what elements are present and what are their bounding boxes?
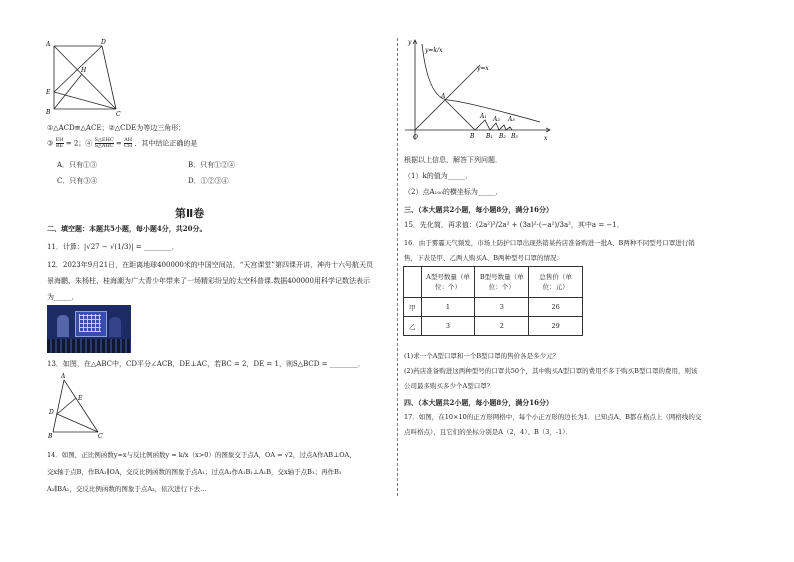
table-row bbox=[404, 317, 583, 336]
header-cell bbox=[475, 267, 529, 298]
label-b: B bbox=[470, 133, 475, 140]
part-2-title: 第Ⅱ卷 bbox=[175, 207, 205, 220]
label-d: D bbox=[49, 409, 54, 416]
cell-a-qty: 1 bbox=[421, 298, 475, 317]
question-15: 15．先化简，再求值：(2a²)³/2a² + (3a)²·(−a²)/3a²，其中a = −1． bbox=[404, 221, 624, 229]
cond-eq: = bbox=[115, 139, 122, 148]
purchase-table bbox=[403, 266, 583, 336]
frac-area bbox=[95, 138, 114, 149]
label-curve: y=k/x bbox=[425, 47, 443, 54]
label-h: H bbox=[81, 67, 87, 74]
space-lesson-photo bbox=[47, 305, 131, 353]
label-b: B bbox=[46, 109, 51, 116]
label-a3: A₃ bbox=[508, 116, 515, 123]
question-14-part-2: （2）点A₁₀₀的横坐标为_____． bbox=[404, 188, 503, 196]
question-11: 11．计算：|√27 − √(1/3)| = ________． bbox=[47, 243, 179, 251]
column-divider bbox=[397, 38, 398, 496]
question-14-line-3: A₂∥BA₁，交反比例函数的图象于点A₂，依次进行下去… bbox=[47, 485, 207, 493]
frac-den: BE bbox=[55, 143, 64, 149]
figure-quadrilateral bbox=[44, 40, 124, 120]
header-cell bbox=[529, 267, 583, 298]
label-b: B bbox=[48, 433, 53, 440]
header-cell bbox=[421, 267, 475, 298]
question-12-line-3: 为_____． bbox=[47, 293, 79, 301]
question-14-part-1: （1）k的值为_____． bbox=[404, 172, 473, 180]
conditions-line-2 bbox=[47, 138, 197, 149]
frac-den: S△AHC bbox=[94, 143, 114, 149]
frac-num: EH bbox=[55, 137, 64, 143]
edge-dc bbox=[102, 46, 116, 109]
header-cell bbox=[404, 267, 422, 298]
label-x-axis: x bbox=[544, 135, 548, 142]
figure-triangle bbox=[48, 374, 112, 440]
edge-ab bbox=[53, 380, 64, 432]
question-16-line-1: 16．由于雾霾天气频发，市场上防护口罩出现热销某药店准备购进一批A、B两种不同型号口罩进行销 bbox=[404, 239, 695, 247]
section-3-title: 三、（本大题共2小题，每小题8分，满分16分） bbox=[404, 205, 553, 214]
question-16-part-1: (1)求一个A型口罩和一个B型口罩的售价各是多少元？ bbox=[404, 352, 560, 360]
frac-eh-be bbox=[56, 138, 64, 149]
label-line: y=x bbox=[477, 65, 489, 72]
cell-b-qty: 3 bbox=[475, 298, 529, 317]
question-13: 13．如图，在△ABC中，CD平分∠ACB，DE⊥AC，若BC = 2，DE = 1，则S△BCD = ________． bbox=[47, 360, 365, 368]
cell-total: 26 bbox=[529, 298, 583, 317]
label-d: D bbox=[101, 39, 106, 46]
cell-a-qty: 3 bbox=[421, 317, 475, 336]
question-17-line-2: 点叫格点），且它们的坐标分别是A（2，4）、B（3，-1）． bbox=[404, 428, 572, 436]
label-a: A bbox=[61, 373, 66, 380]
frac-num: S△EHC bbox=[94, 137, 114, 143]
label-o: O bbox=[413, 134, 418, 141]
option-d: D．①②③④ bbox=[188, 177, 229, 185]
cond-post: ．其中结论正确的是 bbox=[134, 139, 198, 148]
option-c: C．只有③④ bbox=[57, 177, 98, 185]
question-12-line-1: 12．2023年9月21日，在距离地球400000米的中国空间站，“天宫课堂”第四课开讲，神舟十六号航天员 bbox=[47, 261, 373, 269]
label-b2: B₂ bbox=[499, 133, 506, 140]
line-y-eq-x bbox=[415, 65, 480, 130]
photo-person-right bbox=[109, 317, 121, 337]
photo-grid bbox=[79, 314, 101, 332]
edge-ac bbox=[54, 46, 116, 109]
segment-ab bbox=[445, 100, 475, 130]
cond-mid: = 2；④ bbox=[65, 139, 93, 148]
table-header-row bbox=[404, 267, 583, 298]
edge-ec bbox=[54, 92, 116, 109]
question-16-line-2: 售，下表是甲、乙两人购买A、B两种型号口罩的情况： bbox=[404, 254, 563, 262]
frac-ah-ch bbox=[124, 138, 132, 149]
intro-text: 根据以上信息，解答下列问题． bbox=[404, 156, 502, 164]
section-2-title: 二、填空题：本题共5小题，每小题4分，共20分。 bbox=[47, 224, 207, 233]
photo-person-left bbox=[57, 315, 69, 337]
edge-bh bbox=[54, 74, 82, 109]
label-a1: A₁ bbox=[480, 113, 487, 120]
cell-total: 29 bbox=[529, 317, 583, 336]
frac-den: CH bbox=[124, 143, 133, 149]
header-text: 总售价（单位：元） bbox=[539, 273, 572, 291]
conditions-line-1: ①△ACD≌△ACE；②△CDE为等边三角形； bbox=[47, 124, 186, 132]
frac-num: AH bbox=[124, 137, 133, 143]
table-row bbox=[404, 298, 583, 317]
cond-prefix: ③ bbox=[47, 139, 54, 148]
label-c: C bbox=[116, 111, 121, 118]
label-e: E bbox=[46, 89, 51, 96]
label-y-axis: y bbox=[408, 39, 412, 46]
option-b: B．只有①②④ bbox=[188, 161, 236, 169]
label-a: A bbox=[46, 41, 51, 48]
row-label: 乙 bbox=[404, 317, 422, 336]
question-12-line-2: 景海鹏、朱杨柱、桂海潮为广大青少年带来了一场精彩纷呈的太空科普课.数据400000用科学记数法表示 bbox=[47, 277, 370, 285]
header-text: A型号数量（单位：个） bbox=[426, 273, 470, 291]
row-label: 甲 bbox=[404, 298, 422, 317]
option-a: A．只有①③ bbox=[57, 161, 98, 169]
question-17-line-1: 17．如图，在10×10的正方形网格中，每个小正方形的边长为1．已知点A、B都在格点上（网格线的交 bbox=[404, 413, 702, 421]
question-14-line-2: 交x轴于点B，作BA₁∥OA，交反比例函数的图象于点A₁；过点A₁作A₁B₁⊥A₁B，交x轴于点B₁；再作B₁ bbox=[47, 468, 342, 476]
label-a: A bbox=[441, 93, 446, 100]
label-a2: A₂ bbox=[493, 116, 500, 123]
label-b1: B₁ bbox=[486, 133, 493, 140]
question-16-part-2-line-1: (2)药店准备购进这两种型号的口罩共50个，其中购买A型口罩的费用不多于购买B型口罩的费用，则该 bbox=[404, 367, 698, 375]
curve-hyperbola bbox=[422, 44, 540, 122]
label-e: E bbox=[78, 395, 83, 402]
label-b3: B₃ bbox=[511, 133, 518, 140]
section-4-title: 四、（本大题共2小题，每小题8分，满分16分） bbox=[404, 398, 553, 407]
photo-audience bbox=[47, 339, 131, 353]
label-c: C bbox=[98, 433, 103, 440]
header-text: B型号数量（单位：个） bbox=[479, 273, 524, 291]
cell-b-qty: 2 bbox=[475, 317, 529, 336]
figure-function-graph bbox=[400, 36, 560, 146]
question-16-part-2-line-2: 公司最多购买多少个A型口罩？ bbox=[404, 382, 494, 390]
question-14-line-1: 14．如图，正比例函数y=x与反比例函数y = k/x（x>0）的图象交于点A，OA = √2，过点A作AB⊥OA， bbox=[47, 451, 356, 459]
